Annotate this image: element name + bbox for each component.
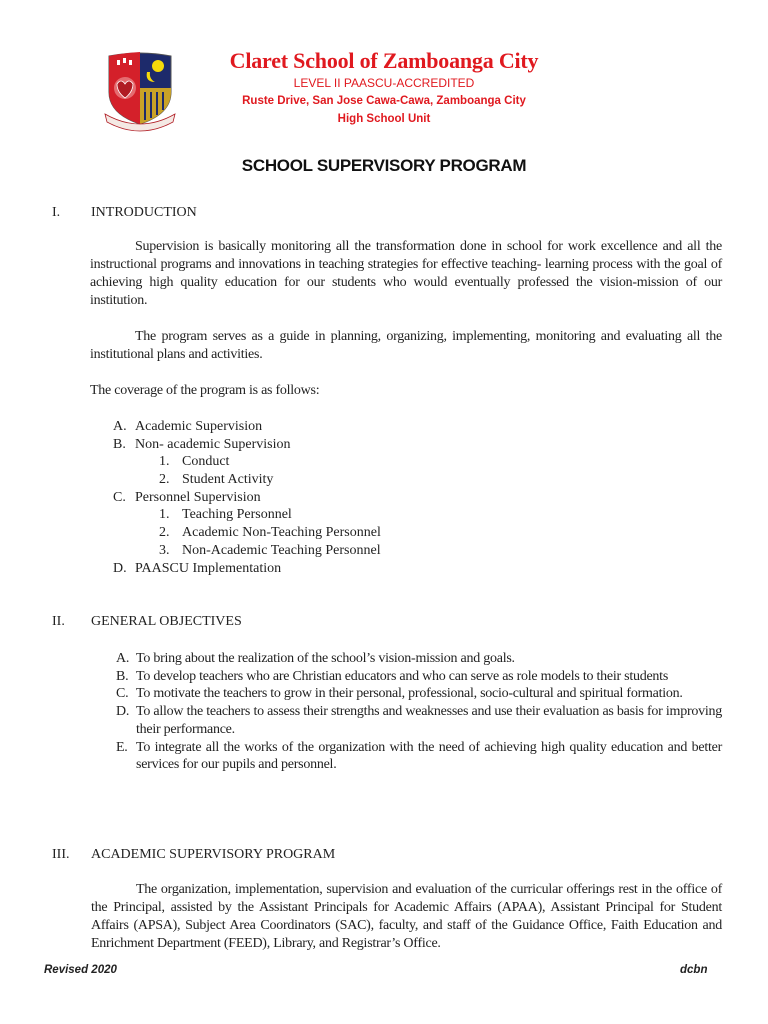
section-title: GENERAL OBJECTIVES (91, 614, 242, 629)
objective-text: To allow the teachers to assess their strengths and weaknesses and use their evaluation as basis for improving their performance. (136, 704, 722, 737)
coverage-list (113, 418, 513, 577)
list-marker: 2. (159, 525, 170, 541)
list-marker: A. (116, 651, 130, 666)
section-number: I. (52, 205, 61, 220)
list-item-label: Academic Non-Teaching Personnel (182, 525, 381, 541)
coverage-item (113, 560, 513, 578)
footer-revision: Revised 2020 (44, 964, 117, 976)
list-marker: B. (113, 436, 126, 452)
list-marker: D. (116, 704, 130, 720)
objective-text: To motivate the teachers to grow in their personal, professional, socio-cultural and spiritual formation. (136, 686, 683, 702)
list-item-label: Teaching Personnel (182, 507, 292, 523)
intro-paragraph-3 (90, 382, 722, 400)
academic-paragraph-1 (91, 881, 722, 953)
list-item-label: Non-Academic Teaching Personnel (182, 542, 381, 558)
list-item-label: Personnel Supervision (135, 489, 261, 505)
coverage-subitem (113, 453, 513, 471)
school-crest-logo (103, 48, 177, 132)
objective-item (116, 703, 722, 738)
list-marker: 1. (159, 507, 170, 523)
letterhead (0, 0, 768, 140)
address-line: Ruste Drive, San Jose Cawa-Cawa, Zamboanga City (242, 95, 526, 107)
objective-text: To integrate all the works of the organization with the need of achieving high quality education and better services for our pupils and personnel. (136, 739, 722, 773)
section-title: INTRODUCTION (91, 205, 197, 220)
list-marker: C. (113, 489, 126, 505)
school-name: Claret School of Zamboanga City (229, 48, 539, 73)
section-title: ACADEMIC SUPERVISORY PROGRAM (91, 847, 336, 862)
coverage-subitem (113, 524, 513, 542)
paragraph-text: The coverage of the program is as follows: (90, 383, 320, 398)
accreditation-line: LEVEL II PAASCU-ACCREDITED (293, 76, 475, 90)
intro-paragraph-1 (90, 238, 722, 310)
paragraph-text: The program serves as a guide in planning, organizing, implementing, monitoring and evaluating all the institutional plans and activities. (90, 329, 722, 362)
objective-item (116, 668, 722, 686)
section-number: III. (52, 847, 70, 862)
objective-item (116, 650, 722, 668)
list-marker: D. (113, 560, 127, 576)
objective-item (116, 685, 722, 703)
objective-text: To bring about the realization of the school’s vision-mission and goals. (136, 651, 515, 666)
list-marker: 2. (159, 472, 170, 488)
paragraph-text: Supervision is basically monitoring all the transformation done in school for work excellence and all the instructional programs and innovations in teaching strategies for effective teaching- learning process with the goal of achieving high quality education for our students who would eventually professed the vision-mission of our institution. (90, 239, 722, 308)
coverage-item (113, 418, 513, 436)
footer-initials: dcbn (680, 964, 708, 976)
objective-item (116, 739, 722, 774)
intro-paragraph-2 (90, 328, 722, 364)
objective-text: To develop teachers who are Christian educators and who can serve as role models to their students (136, 668, 669, 684)
list-item-label: PAASCU Implementation (135, 560, 282, 576)
list-item-label: Academic Supervision (135, 419, 263, 434)
document-title: SCHOOL SUPERVISORY PROGRAM (241, 156, 527, 175)
paragraph-text: The organization, implementation, supervision and evaluation of the curricular offerings rest in the office of the Principal, assisted by the Assistant Principals for Academic Affairs (APAA), Assistant Principal for Student Affairs (APSA), Subject Area Coordinators (SAC), faculty, and staff of the Guidance Office, Faith Education and Enrichment Department (FEED), Library, and Registrar’s Office. (91, 882, 722, 951)
list-item-label: Conduct (182, 454, 230, 470)
objectives-list (116, 650, 722, 774)
coverage-subitem (113, 506, 513, 524)
list-marker: 3. (159, 542, 170, 558)
list-item-label: Non- academic Supervision (135, 436, 291, 452)
coverage-item (113, 436, 513, 454)
coverage-subitem (113, 542, 513, 560)
unit-line: High School Unit (337, 113, 431, 125)
list-item-label: Student Activity (182, 472, 274, 488)
section-number: II. (52, 614, 65, 629)
list-marker: 1. (159, 454, 170, 470)
coverage-item (113, 489, 513, 507)
list-marker: E. (116, 739, 128, 755)
list-marker: B. (116, 668, 129, 684)
coverage-subitem (113, 471, 513, 489)
list-marker: A. (113, 419, 127, 434)
list-marker: C. (116, 686, 129, 702)
